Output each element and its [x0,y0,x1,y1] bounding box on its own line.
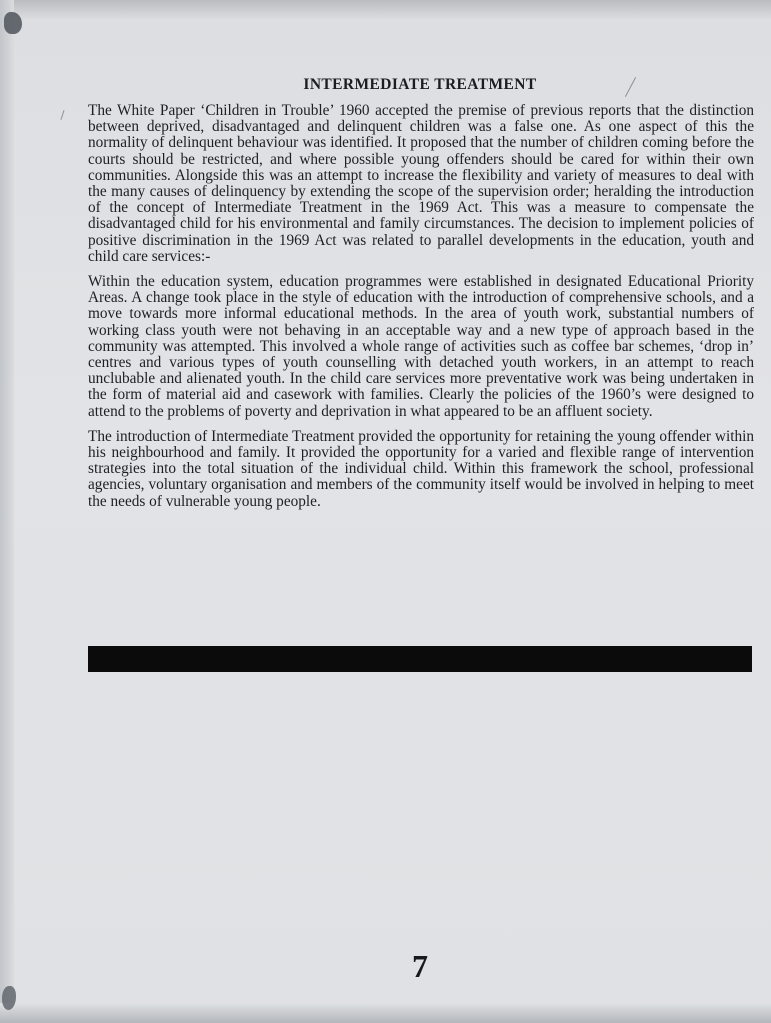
page-bottom-edge [0,1003,771,1023]
paragraph-2: Within the education system, education programmes were established in designated Educational Priority Areas. A change took place in the style of education with the introduction of comprehensive schools, and a move towards more informal educational methods. In the area of youth work, substantial numbers of working class youth were not behaving in an acceptable way and a new type of approach based in the community was attempted. This involved a whole range of activities such as coffee bar schemes, ‘drop in’ centres and various types of youth counselling with detached youth workers, in an attempt to reach unclubable and alienated youth. In the child care services more preventative work was being undertaken in the form of material aid and casework with families. Clearly the policies of the 1960’s were designed to attend to the problems of poverty and deprivation in what appeared to be an affluent society. [88,273,754,420]
paragraph-3: The introduction of Intermediate Treatment provided the opportunity for retaining the young offender within his neighbourhood and family. It provided the opportunity for a varied and flexible range of intervention strategies into the total situation of the individual child. Within this framework the school, professional agencies, voluntary organisation and members of the community itself would be involved in helping to meet the needs of vulnerable young people. [88,427,754,510]
pencil-mark-left [60,110,64,120]
redaction-bar [88,646,752,672]
page-number: 7 [412,948,428,984]
page-left-edge [0,0,14,1023]
page-top-edge [0,0,771,20]
binding-hole-top [4,12,22,34]
paragraph-1: The White Paper ‘Children in Trouble’ 1960 accepted the premise of previous reports that the distinction between deprived, disadvantaged and delinquent children was a false one. As one aspect of this the normality of delinquent behaviour was identified. It proposed that the number of children coming before the courts should be restricted, and where possible young offenders should be cared for within their own communities. Alongside this was an attempt to increase the flexibility and variety of measures to deal with the many causes of delinquency by extending the scope of the supervision order; heralding the introduction of the concept of Intermediate Treatment in the 1969 Act. This was a measure to compensate the disadvantaged child for his environmental and family circumstances. The decision to implement policies of positive discrimination in the 1969 Act was related to parallel developments in the education, youth and child care services:- [88,102,754,265]
document-title: INTERMEDIATE TREATMENT [303,76,537,93]
body-text [88,103,754,519]
